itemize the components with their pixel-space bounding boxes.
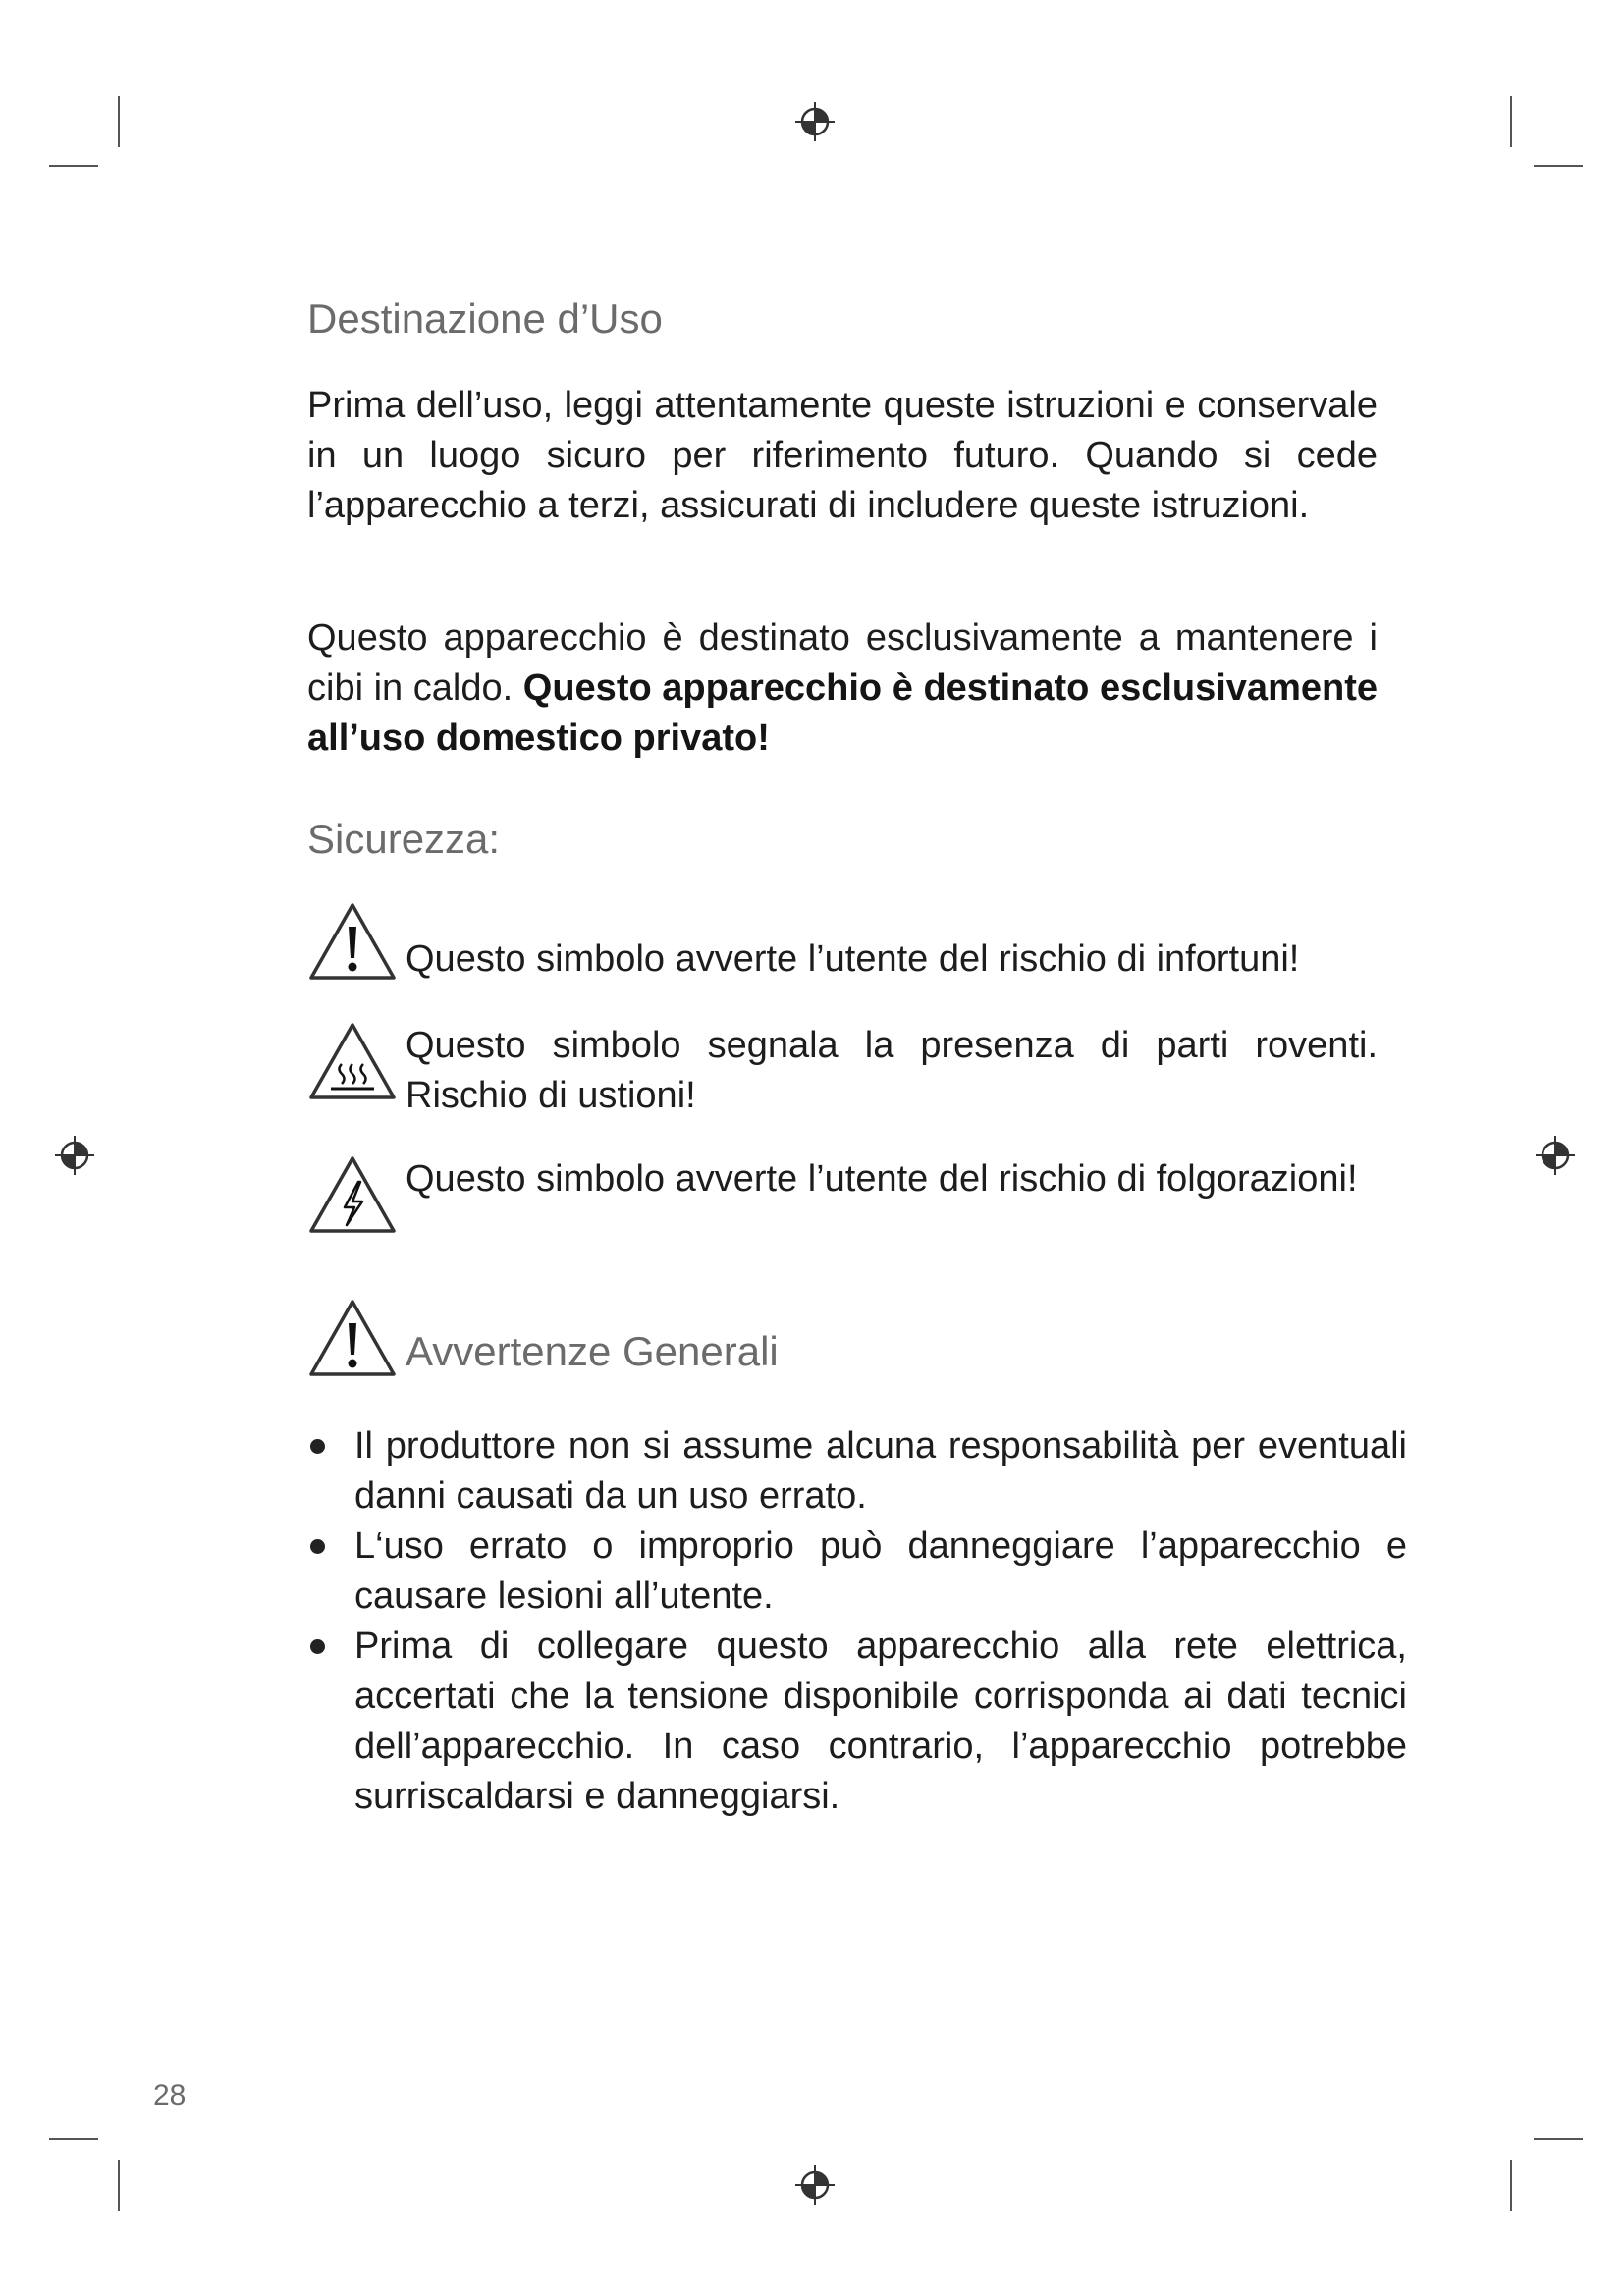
- intended-use-heading: Destinazione d’Uso: [307, 295, 663, 342]
- list-item: [307, 1421, 1407, 1522]
- crop-mark: [1510, 96, 1512, 147]
- page-number: 28: [153, 2079, 187, 2111]
- crop-mark: [49, 2138, 98, 2140]
- list-item: [307, 1522, 1407, 1622]
- crop-mark: [118, 2160, 120, 2211]
- bullet-icon: [310, 1439, 325, 1454]
- list-item-text: Il produttore non si assume alcuna responsabilità per eventuali danni causati da un uso errato.: [354, 1425, 1407, 1517]
- electric-shock-icon: [307, 1154, 398, 1237]
- registration-mark-icon: [55, 1136, 94, 1175]
- general-warnings-heading: Avvertenze Generali: [406, 1328, 779, 1374]
- warning-exclamation-icon: [307, 1298, 398, 1380]
- hot-surface-icon: [307, 1021, 398, 1103]
- safety-symbol-text: Questo simbolo segnala la presenza di parti roventi. Rischio di ustioni!: [406, 1025, 1378, 1116]
- crop-mark: [1534, 165, 1583, 167]
- registration-mark-icon: [1536, 1136, 1575, 1175]
- list-item: [307, 1622, 1407, 1822]
- intended-use-paragraph-2: [307, 614, 1378, 764]
- safety-symbol-text: Questo simbolo avverte l’utente del rischio di folgorazioni!: [406, 1158, 1358, 1200]
- registration-mark-icon: [795, 2165, 835, 2205]
- domestic-use-warning: Questo apparecchio è destinato esclusivamente all’uso domestico privato!: [307, 667, 1378, 759]
- warning-exclamation-icon: [307, 901, 398, 984]
- bullet-icon: [310, 1539, 325, 1554]
- crop-mark: [1534, 2138, 1583, 2140]
- safety-symbol-text: Questo simbolo avverte l’utente del rischio di infortuni!: [406, 938, 1300, 980]
- crop-mark: [118, 96, 120, 147]
- registration-mark-icon: [795, 102, 835, 141]
- list-item-text: L‘uso errato o improprio può danneggiare l’apparecchio e causare lesioni all’utente.: [354, 1525, 1407, 1617]
- intended-use-text: Questo apparecchio è destinato esclusivamente a mantenere i cibi in caldo.: [307, 617, 1378, 709]
- list-item-text: Prima di collegare questo apparecchio alla rete elettrica, accertati che la tensione disponibile corrisponda ai dati tecnici dell’apparecchio. In caso contrario, l’apparecchio potrebbe surriscaldarsi e danneggiarsi.: [354, 1626, 1407, 1817]
- safety-heading: Sicurezza:: [307, 816, 501, 862]
- crop-mark: [49, 165, 98, 167]
- bullet-icon: [310, 1639, 325, 1654]
- crop-mark: [1510, 2160, 1512, 2211]
- general-warnings-list: [307, 1421, 1407, 1822]
- intended-use-paragraph: Prima dell’uso, leggi attentamente queste istruzioni e conservale in un luogo sicuro per riferimento futuro. Quando si cede l’apparecchio a terzi, assicurati di includere queste istruzioni.: [307, 385, 1378, 526]
